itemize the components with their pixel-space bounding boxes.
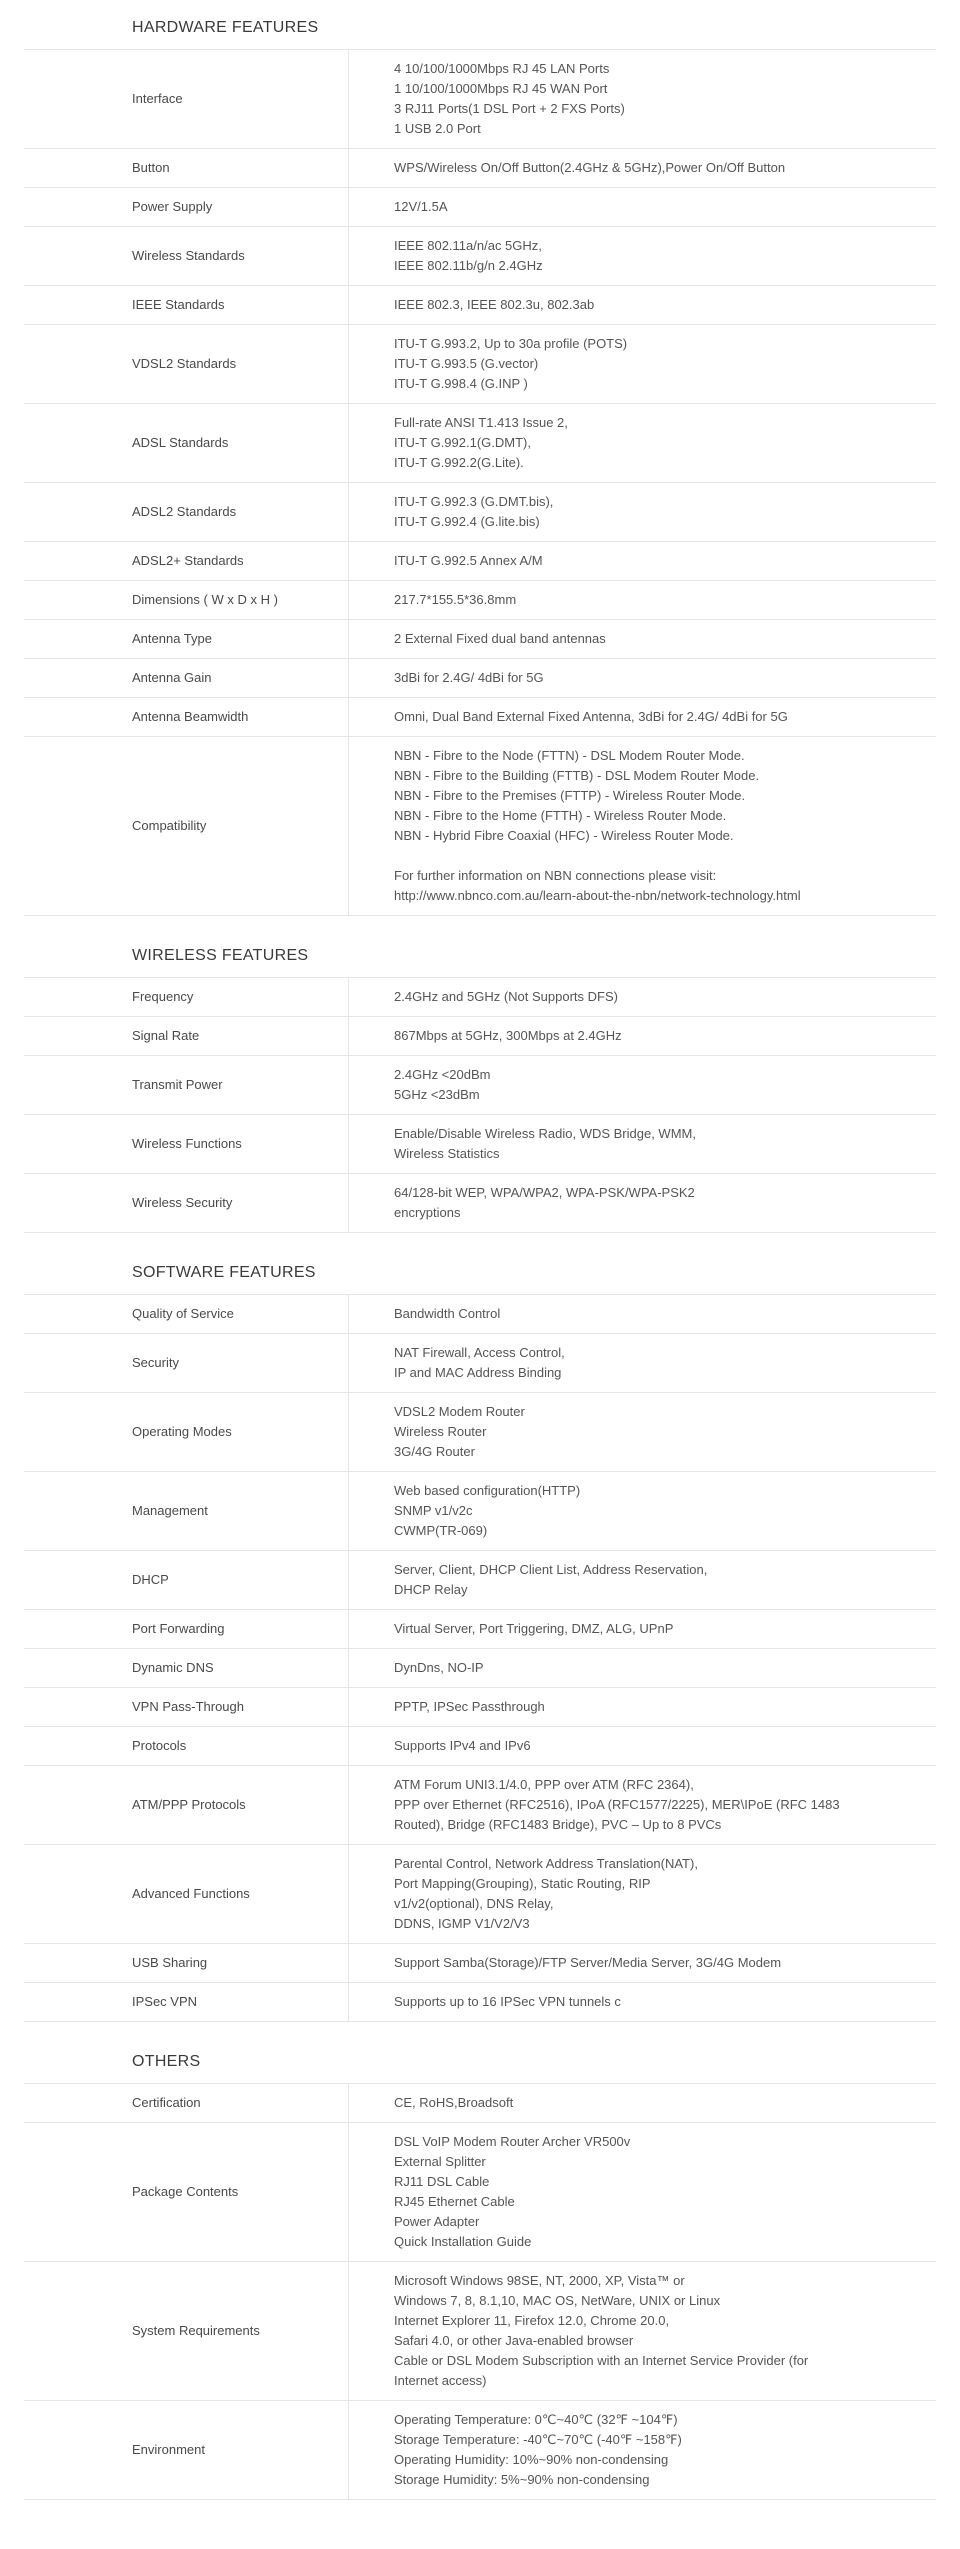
- spec-value: [349, 1017, 937, 1056]
- spec-value-line: Windows 7, 8, 8.1,10, MAC OS, NetWare, UNIX or Linux: [394, 2293, 721, 2308]
- spec-value: [349, 1334, 937, 1393]
- spec-value-line: RJ45 Ethernet Cable: [394, 2194, 515, 2209]
- spec-value: [349, 1056, 937, 1115]
- spec-value: [349, 978, 937, 1017]
- spec-value-line: 2 External Fixed dual band antennas: [394, 631, 606, 646]
- spec-value-line: Port Mapping(Grouping), Static Routing, RIP: [394, 1876, 651, 1891]
- spec-table: [24, 1295, 936, 2022]
- spec-value-line: WPS/Wireless On/Off Button(2.4GHz & 5GHz),Power On/Off Button: [394, 160, 786, 175]
- spec-value-line: Omni, Dual Band External Fixed Antenna, 3dBi for 2.4G/ 4dBi for 5G: [394, 709, 788, 724]
- spec-label: Antenna Beamwidth: [24, 698, 349, 737]
- spec-value-line: ITU-T G.993.2, Up to 30a profile (POTS): [394, 336, 628, 351]
- spec-label: Dynamic DNS: [24, 1649, 349, 1688]
- spec-label: VDSL2 Standards: [24, 325, 349, 404]
- section-software-features: [24, 1233, 936, 2022]
- spec-value: [349, 1944, 937, 1983]
- spec-value: [349, 1115, 937, 1174]
- spec-row-environment: [24, 2401, 936, 2500]
- spec-value: [349, 2123, 937, 2262]
- section-title: OTHERS: [24, 2022, 936, 2084]
- spec-row-adsl2-standards: [24, 542, 936, 581]
- spec-value-line: Operating Humidity: 10%~90% non-condensing: [394, 2452, 669, 2467]
- spec-value-line: 2.4GHz <20dBm: [394, 1067, 491, 1082]
- spec-row-certification: [24, 2084, 936, 2123]
- spec-value: [349, 1551, 937, 1610]
- spec-row-system-requirements: [24, 2262, 936, 2401]
- spec-label: DHCP: [24, 1551, 349, 1610]
- spec-value-line: Storage Temperature: -40℃~70℃ (-40℉ ~158℉): [394, 2432, 682, 2447]
- spec-row-frequency: [24, 978, 936, 1017]
- spec-value-line: 5GHz <23dBm: [394, 1087, 480, 1102]
- spec-value-line: NAT Firewall, Access Control,: [394, 1345, 565, 1360]
- spec-value-line: CE, RoHS,Broadsoft: [394, 2095, 514, 2110]
- spec-label: Management: [24, 1472, 349, 1551]
- spec-row-atm-ppp-protocols: [24, 1766, 936, 1845]
- spec-value: [349, 1688, 937, 1727]
- spec-row-antenna-beamwidth: [24, 698, 936, 737]
- spec-value-line: Bandwidth Control: [394, 1306, 501, 1321]
- spec-value-line: Server, Client, DHCP Client List, Address Reservation,: [394, 1562, 708, 1577]
- spec-value-line: CWMP(TR-069): [394, 1523, 488, 1538]
- spec-value-line: Parental Control, Network Address Translation(NAT),: [394, 1856, 698, 1871]
- spec-value: [349, 1983, 937, 2022]
- spec-label: Power Supply: [24, 188, 349, 227]
- spec-value-line: NBN - Fibre to the Building (FTTB) - DSL Modem Router Mode.: [394, 768, 760, 783]
- spec-label: Package Contents: [24, 2123, 349, 2262]
- spec-value-line: PPP over Ethernet (RFC2516), IPoA (RFC1577/2225), MER\IPoE (RFC 1483: [394, 1797, 840, 1812]
- spec-label: Antenna Type: [24, 620, 349, 659]
- spec-label: Protocols: [24, 1727, 349, 1766]
- section-title: SOFTWARE FEATURES: [24, 1233, 936, 1295]
- spec-value-line: v1/v2(optional), DNS Relay,: [394, 1896, 554, 1911]
- spec-row-button: [24, 149, 936, 188]
- spec-value: [349, 659, 937, 698]
- spec-value-line: 3G/4G Router: [394, 1444, 475, 1459]
- spec-value-line: ATM Forum UNI3.1/4.0, PPP over ATM (RFC 2364),: [394, 1777, 694, 1792]
- section-title: WIRELESS FEATURES: [24, 916, 936, 978]
- spec-label: Advanced Functions: [24, 1845, 349, 1944]
- spec-label: USB Sharing: [24, 1944, 349, 1983]
- spec-value: [349, 1295, 937, 1334]
- spec-row-compatibility: [24, 737, 936, 916]
- spec-value-line: Internet Explorer 11, Firefox 12.0, Chrome 20.0,: [394, 2313, 670, 2328]
- spec-row-antenna-type: [24, 620, 936, 659]
- spec-value: [349, 698, 937, 737]
- spec-value-line: IEEE 802.11a/n/ac 5GHz,: [394, 238, 542, 253]
- spec-value: [349, 50, 937, 149]
- spec-value-line: Power Adapter: [394, 2214, 480, 2229]
- spec-label: Wireless Security: [24, 1174, 349, 1233]
- spec-row-port-forwarding: [24, 1610, 936, 1649]
- spec-value-line: NBN - Fibre to the Home (FTTH) - Wireless Router Mode.: [394, 808, 727, 823]
- spec-value-line: NBN - Hybrid Fibre Coaxial (HFC) - Wireless Router Mode.: [394, 828, 734, 843]
- spec-value: [349, 542, 937, 581]
- spec-row-quality-of-service: [24, 1295, 936, 1334]
- spec-value-spacer: [394, 846, 936, 866]
- spec-value-line: IEEE 802.3, IEEE 802.3u, 802.3ab: [394, 297, 595, 312]
- spec-value: [349, 404, 937, 483]
- spec-row-adsl2-standards: [24, 483, 936, 542]
- spec-row-protocols: [24, 1727, 936, 1766]
- spec-row-security: [24, 1334, 936, 1393]
- spec-value-line: Wireless Statistics: [394, 1146, 500, 1161]
- spec-row-wireless-security: [24, 1174, 936, 1233]
- spec-value-line: Routed), Bridge (RFC1483 Bridge), PVC – Up to 8 PVCs: [394, 1817, 722, 1832]
- spec-value-line: External Splitter: [394, 2154, 486, 2169]
- spec-value: [349, 737, 937, 916]
- spec-value-line: Microsoft Windows 98SE, NT, 2000, XP, Vista™ or: [394, 2273, 685, 2288]
- spec-value: [349, 1727, 937, 1766]
- spec-row-package-contents: [24, 2123, 936, 2262]
- spec-value-line: 1 USB 2.0 Port: [394, 121, 481, 136]
- spec-value: [349, 2262, 937, 2401]
- spec-label: ADSL2 Standards: [24, 483, 349, 542]
- spec-row-dhcp: [24, 1551, 936, 1610]
- section-wireless-features: [24, 916, 936, 1233]
- spec-label: ATM/PPP Protocols: [24, 1766, 349, 1845]
- spec-value: [349, 1472, 937, 1551]
- section-hardware-features: [24, 0, 936, 916]
- spec-value: [349, 149, 937, 188]
- spec-value-line: 867Mbps at 5GHz, 300Mbps at 2.4GHz: [394, 1028, 622, 1043]
- spec-value-line: ITU-T G.992.4 (G.lite.bis): [394, 514, 540, 529]
- spec-value-line: 64/128-bit WEP, WPA/WPA2, WPA-PSK/WPA-PSK2: [394, 1185, 695, 1200]
- spec-row-advanced-functions: [24, 1845, 936, 1944]
- spec-label: Quality of Service: [24, 1295, 349, 1334]
- spec-value: [349, 286, 937, 325]
- spec-value-line: 3 RJ11 Ports(1 DSL Port + 2 FXS Ports): [394, 101, 625, 116]
- spec-value: [349, 188, 937, 227]
- spec-row-power-supply: [24, 188, 936, 227]
- spec-value-line: NBN - Fibre to the Premises (FTTP) - Wireless Router Mode.: [394, 788, 746, 803]
- spec-value-line: 4 10/100/1000Mbps RJ 45 LAN Ports: [394, 61, 610, 76]
- spec-row-wireless-functions: [24, 1115, 936, 1174]
- spec-value-line: ITU-T G.993.5 (G.vector): [394, 356, 539, 371]
- spec-label: Operating Modes: [24, 1393, 349, 1472]
- spec-label: Transmit Power: [24, 1056, 349, 1115]
- spec-label: Antenna Gain: [24, 659, 349, 698]
- spec-row-dynamic-dns: [24, 1649, 936, 1688]
- spec-label: Dimensions ( W x D x H ): [24, 581, 349, 620]
- spec-value-line: Cable or DSL Modem Subscription with an Internet Service Provider (for: [394, 2353, 809, 2368]
- spec-table: [24, 2084, 936, 2500]
- spec-value: [349, 1766, 937, 1845]
- spec-label: Wireless Standards: [24, 227, 349, 286]
- spec-row-vpn-pass-through: [24, 1688, 936, 1727]
- spec-value: [349, 581, 937, 620]
- spec-value: [349, 483, 937, 542]
- spec-value: [349, 2084, 937, 2123]
- spec-value-line: IP and MAC Address Binding: [394, 1365, 562, 1380]
- spec-value-line: Wireless Router: [394, 1424, 487, 1439]
- spec-value-line: Virtual Server, Port Triggering, DMZ, ALG, UPnP: [394, 1621, 674, 1636]
- spec-row-vdsl2-standards: [24, 325, 936, 404]
- spec-value-line: http://www.nbnco.com.au/learn-about-the-nbn/network-technology.html: [394, 888, 801, 903]
- spec-row-usb-sharing: [24, 1944, 936, 1983]
- spec-value-line: Support Samba(Storage)/FTP Server/Media Server, 3G/4G Modem: [394, 1955, 782, 1970]
- spec-value-line: ITU-T G.992.2(G.Lite).: [394, 455, 524, 470]
- spec-value: [349, 1393, 937, 1472]
- spec-value-line: 12V/1.5A: [394, 199, 448, 214]
- spec-value: [349, 1845, 937, 1944]
- spec-value-line: ITU-T G.998.4 (G.INP ): [394, 376, 528, 391]
- spec-value-line: Internet access): [394, 2373, 487, 2388]
- spec-label: Security: [24, 1334, 349, 1393]
- section-title: HARDWARE FEATURES: [24, 0, 936, 50]
- spec-table: [24, 978, 936, 1233]
- spec-table: [24, 50, 936, 916]
- spec-row-ieee-standards: [24, 286, 936, 325]
- spec-value-line: DHCP Relay: [394, 1582, 468, 1597]
- spec-value-line: Quick Installation Guide: [394, 2234, 532, 2249]
- spec-value-line: Web based configuration(HTTP): [394, 1483, 581, 1498]
- spec-value-line: SNMP v1/v2c: [394, 1503, 473, 1518]
- spec-row-dimensions-w-x-d-x-h: [24, 581, 936, 620]
- spec-label: ADSL2+ Standards: [24, 542, 349, 581]
- spec-value-line: Enable/Disable Wireless Radio, WDS Bridge, WMM,: [394, 1126, 696, 1141]
- spec-row-adsl-standards: [24, 404, 936, 483]
- section-others: [24, 2022, 936, 2500]
- spec-row-antenna-gain: [24, 659, 936, 698]
- spec-value-line: IEEE 802.11b/g/n 2.4GHz: [394, 258, 543, 273]
- spec-label: Wireless Functions: [24, 1115, 349, 1174]
- spec-label: Port Forwarding: [24, 1610, 349, 1649]
- spec-row-ipsec-vpn: [24, 1983, 936, 2022]
- spec-value-line: Supports IPv4 and IPv6: [394, 1738, 531, 1753]
- spec-value-line: ITU-T G.992.5 Annex A/M: [394, 553, 543, 568]
- spec-row-interface: [24, 50, 936, 149]
- spec-label: Button: [24, 149, 349, 188]
- spec-value: [349, 1174, 937, 1233]
- spec-value-line: DynDns, NO-IP: [394, 1660, 484, 1675]
- spec-value-line: RJ11 DSL Cable: [394, 2174, 490, 2189]
- spec-value-line: Safari 4.0, or other Java-enabled browser: [394, 2333, 634, 2348]
- spec-value: [349, 325, 937, 404]
- spec-label: Environment: [24, 2401, 349, 2500]
- spec-value-line: ITU-T G.992.1(G.DMT),: [394, 435, 531, 450]
- spec-value: [349, 1610, 937, 1649]
- spec-label: IEEE Standards: [24, 286, 349, 325]
- spec-value-line: VDSL2 Modem Router: [394, 1404, 525, 1419]
- spec-row-management: [24, 1472, 936, 1551]
- spec-value: [349, 2401, 937, 2500]
- spec-label: System Requirements: [24, 2262, 349, 2401]
- spec-label: VPN Pass-Through: [24, 1688, 349, 1727]
- spec-value-line: PPTP, IPSec Passthrough: [394, 1699, 545, 1714]
- spec-value: [349, 227, 937, 286]
- spec-value-line: DSL VoIP Modem Router Archer VR500v: [394, 2134, 631, 2149]
- spec-value: [349, 1649, 937, 1688]
- spec-value-line: Operating Temperature: 0℃~40℃ (32℉ ~104℉): [394, 2412, 678, 2427]
- spec-label: Frequency: [24, 978, 349, 1017]
- spec-value-line: 2.4GHz and 5GHz (Not Supports DFS): [394, 989, 618, 1004]
- spec-value-line: encryptions: [394, 1205, 461, 1220]
- spec-label: Compatibility: [24, 737, 349, 916]
- spec-value-line: 3dBi for 2.4G/ 4dBi for 5G: [394, 670, 544, 685]
- spec-value-line: DDNS, IGMP V1/V2/V3: [394, 1916, 530, 1931]
- spec-value: [349, 620, 937, 659]
- spec-value-line: Supports up to 16 IPSec VPN tunnels c: [394, 1994, 621, 2009]
- spec-value-line: 1 10/100/1000Mbps RJ 45 WAN Port: [394, 81, 608, 96]
- spec-value-line: ITU-T G.992.3 (G.DMT.bis),: [394, 494, 554, 509]
- spec-label: ADSL Standards: [24, 404, 349, 483]
- spec-label: Interface: [24, 50, 349, 149]
- spec-value-line: For further information on NBN connections please visit:: [394, 868, 717, 883]
- spec-value-line: 217.7*155.5*36.8mm: [394, 592, 517, 607]
- spec-value-line: Full-rate ANSI T1.413 Issue 2,: [394, 415, 568, 430]
- spec-row-operating-modes: [24, 1393, 936, 1472]
- spec-row-wireless-standards: [24, 227, 936, 286]
- spec-row-signal-rate: [24, 1017, 936, 1056]
- spec-label: Certification: [24, 2084, 349, 2123]
- spec-label: IPSec VPN: [24, 1983, 349, 2022]
- spec-value-line: NBN - Fibre to the Node (FTTN) - DSL Modem Router Mode.: [394, 748, 745, 763]
- spec-label: Signal Rate: [24, 1017, 349, 1056]
- spec-row-transmit-power: [24, 1056, 936, 1115]
- spec-value-line: Storage Humidity: 5%~90% non-condensing: [394, 2472, 650, 2487]
